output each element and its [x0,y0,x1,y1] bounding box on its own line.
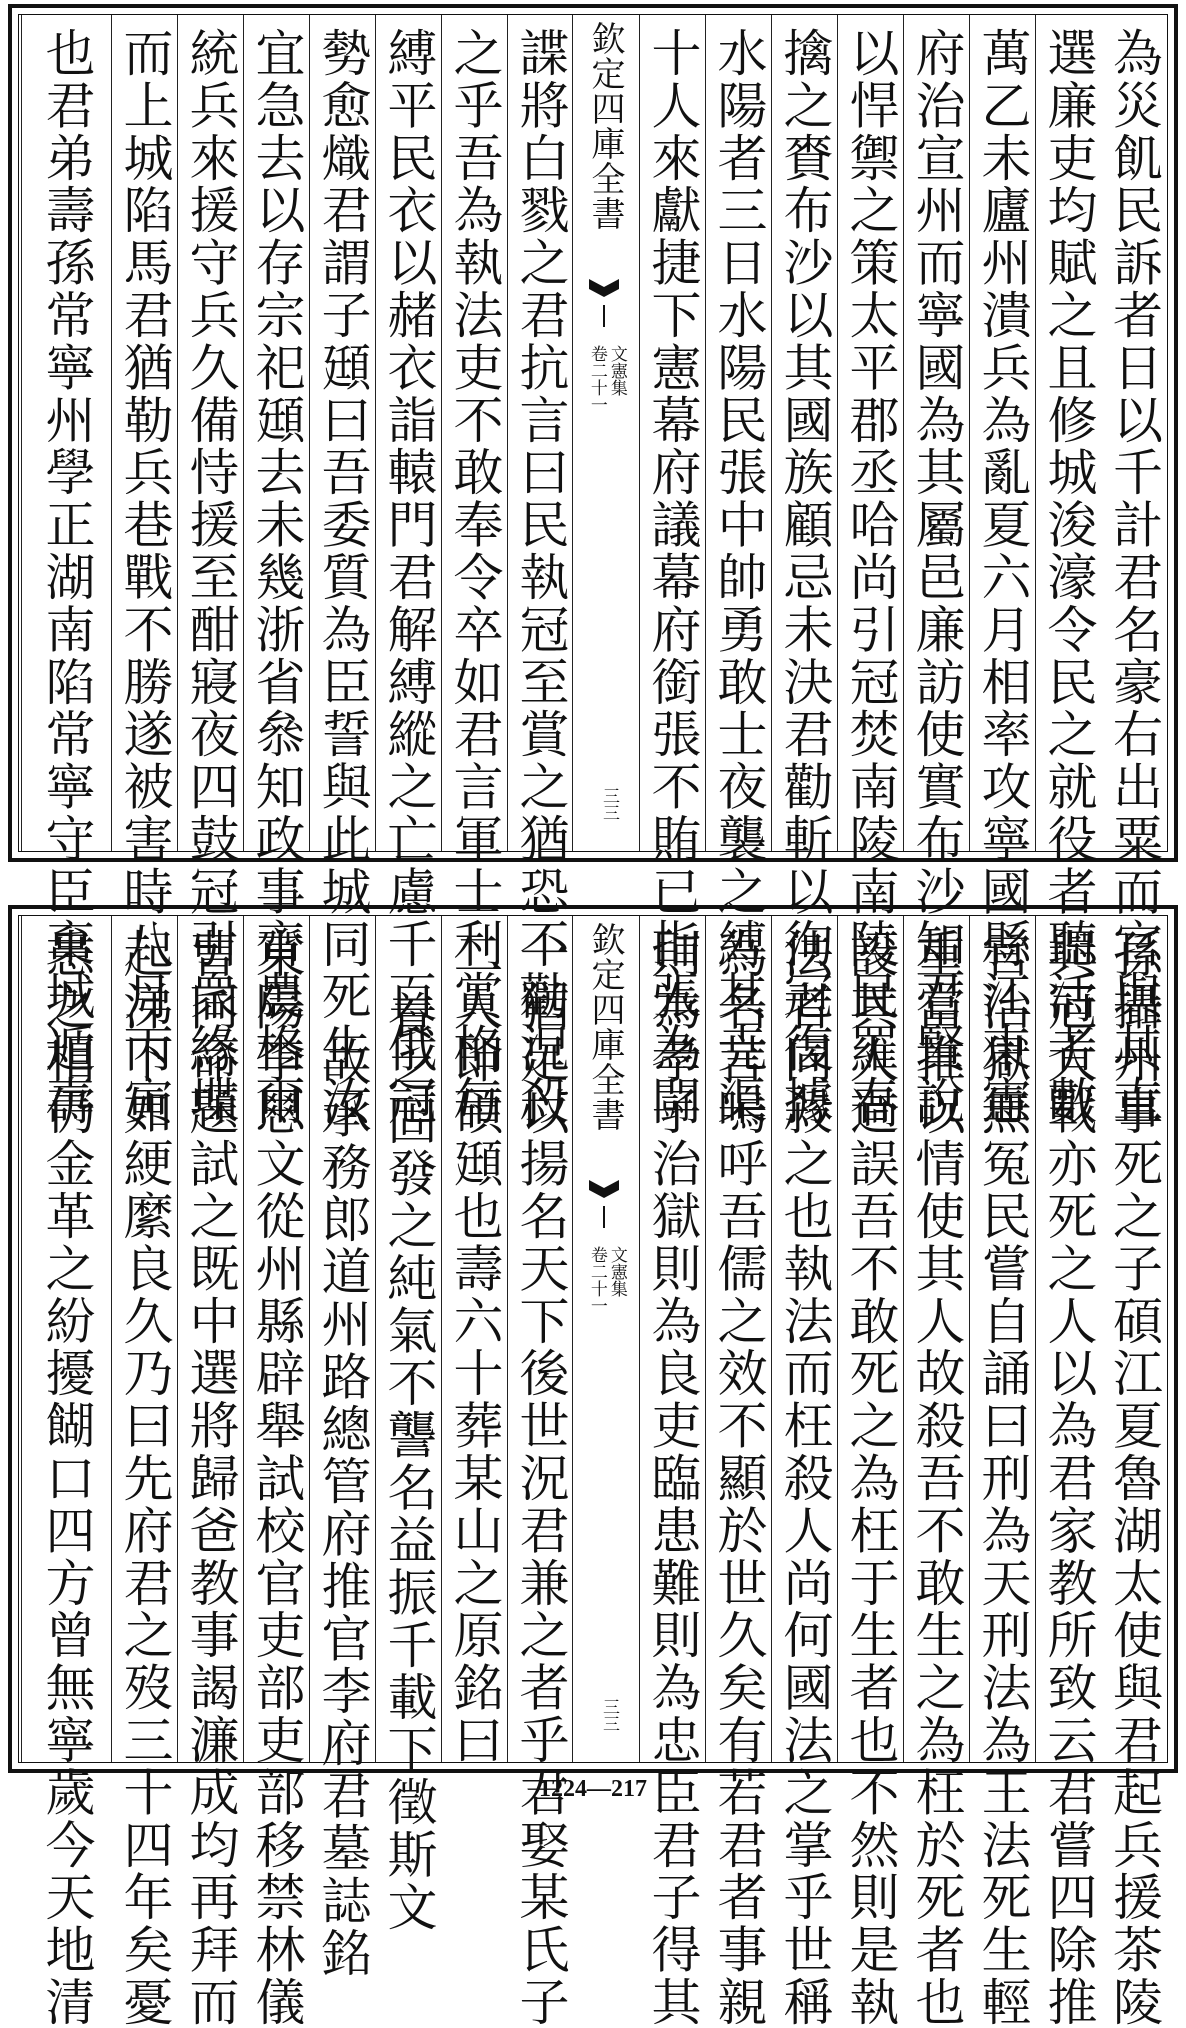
column-text: 諜將白戮之君抗言曰民執冠至賞之猶恐不勸況殺 [511,27,570,1128]
banner-title: 欽定四庫全書 [585,922,625,1132]
column-text: 養之固發之純氣不讋名益振千載下徵斯文 [379,990,438,1934]
column-text: 之乎吾為執法吏不敢奉令卒如君言軍士利賞格每 [445,27,504,1128]
text-column [771,15,837,1128]
column-text: 法者同殺之也執法而枉殺人尚何國法之掌乎世稱 [775,928,834,2028]
banner-stem [603,1206,605,1228]
text-column [375,916,441,1934]
column-text: 以悍禦之策太平郡丞哈尚引冠焚南陵南陵民羅春 [841,27,900,1128]
column-text: 縛平民衣以赭衣詣轅門君解縛縱之亡慮千百俄冠 [379,27,438,1128]
text-column [441,15,507,1128]
text-column [309,916,375,1980]
text-column [21,15,111,1128]
column-text: 也君弟壽孫常寧州學正湖南陷常寧守臣棄城遁壽 [37,27,96,1128]
column-text: 起涕下如綆縻良久乃曰先府君之歿三十四年矣憂 [115,928,174,2028]
banner-volume: 卷二十一 [586,1246,607,1314]
column-text: 統兵來援守兵久備恃援至酣寢夜四鼓冠引衆緣堞 [181,27,240,1128]
column-text: 府治宣州而寧國為其屬邑廉訪使實布沙知君賢說 [907,27,966,1128]
text-column [837,916,903,2028]
column-text: 一猶足以揚名天下後世況君兼之者乎君娶某氏子 [511,928,570,2028]
column-text: 為名言嗚呼吾儒之效不顯於世久矣有若君者事親 [709,928,768,2028]
column-text: 與冠大戰亦死之人以為君家教所致云君嘗四除推 [1039,928,1098,2028]
page-footer-label: 1224—217 [539,1776,647,1802]
text-column [705,15,771,1128]
column-text: 設其人過誤吾不敢死之為枉于生者也不然則是執 [841,928,900,2028]
banner-page-number: 三三 [599,787,619,821]
fish-tail-icon [589,275,619,305]
text-column [309,15,375,1128]
column-text: 為災飢民訴者日以千計君名豪右出粟而官與其直 [1105,27,1163,1128]
text-column [639,15,705,1128]
text-column [705,916,771,2028]
text-column [837,15,903,1128]
column-text: 則為孝子治獄則為良吏臨患難則為忠臣君子得其 [643,928,702,2028]
text-column [1101,15,1167,1128]
banner-book-title: 文憲集 [606,345,627,396]
column-text: 選廉吏均賦之且修城浚濠令民之就役者聽活者數 [1039,27,1098,1128]
text-column [507,15,573,1128]
text-column [243,916,309,2028]
column-text: 萬乙未廬州潰兵為亂夏六月相率攻寧國縣江東憲 [973,27,1032,1128]
text-column [903,916,969,2028]
text-column [969,916,1035,2028]
text-column [21,916,111,2028]
text-column [903,15,969,1128]
text-column [111,15,177,1128]
top-page [8,4,1178,1128]
column-text: 患之相仍金革之紛擾餬口四方曾無寧歲今天地清 [37,928,96,2028]
column-text: 而上城陷馬君猶勒兵巷戰不勝遂被害時八月丙寅 [115,27,174,1128]
column-text: 孫攝州事死之子碩江夏魯湖太使與君起兵援茶陵 [1105,928,1163,2028]
text-column [507,916,573,2028]
banner-page-number: 三三 [599,1698,619,1732]
banner-book-title: 文憲集 [606,1246,627,1297]
text-column [969,15,1035,1128]
column-text: 水陽者三日水陽民張中帥勇敢士夜襲之縛其尭渠 [709,27,768,1128]
column-text: 十人來獻捷下憲幕府議幕府銜張不賄已指張為闘 [643,27,702,1128]
column-text: 故承務郎道州路總管府推官李府君墓誌銘 [313,1036,372,1980]
text-column [1035,15,1101,1128]
text-column [1035,916,1101,2028]
column-text: 擒之賚布沙以其國族顧忌未決君勸斬以徇冠復據 [775,27,834,1128]
banner-stem [603,305,605,327]
top-page-frame [18,14,1168,1128]
center-banner [572,916,639,1762]
column-text: 二人即碩頲也壽六十葬某山之原銘曰 [445,928,504,1767]
text-column [111,916,177,2028]
text-column [771,916,837,2028]
text-column [375,15,441,1128]
fish-tail-icon [589,1176,619,1206]
text-column [243,15,309,1128]
banner-volume: 卷二十一 [586,345,607,413]
column-text: 宜急去以存宗祀頲去未幾浙省叅知政事齊農格爾 [247,27,306,1128]
text-column [177,916,243,2028]
center-banner [572,15,639,851]
column-text: 曹同命題試之既中選將歸爸教事謁濂成均再拜而 [181,928,240,2028]
column-text: 勢愈熾君謂子頲曰吾委質為臣誓與此城同死生汝 [313,27,372,1128]
column-text: 官治獄無冤民嘗自誦曰刑為天刑法為王法死生輕 [973,928,1032,2028]
column-text: 東陽李思文從州縣辟舉試校官吏部吏部移禁林儀 [247,928,306,2028]
text-column [177,15,243,1128]
banner-title: 欽定四庫全書 [585,21,625,231]
column-text: 重當推以情使其人故殺吾不敢生之為枉於死者也 [907,928,966,2028]
text-column [639,916,705,2028]
text-column [441,916,507,1767]
text-column [1101,916,1167,2028]
